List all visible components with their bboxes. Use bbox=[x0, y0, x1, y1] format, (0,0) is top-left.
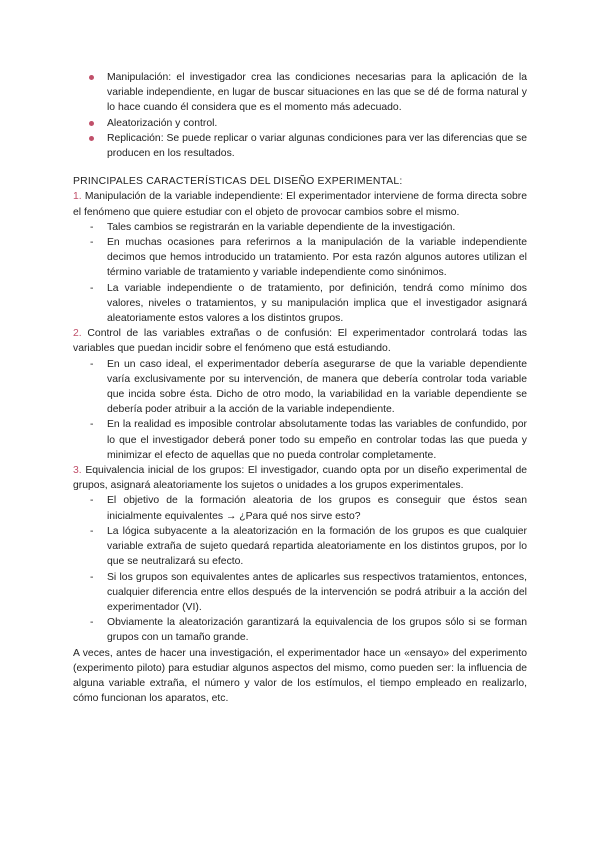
sub-item: - En un caso ideal, el experimentador debería asegurarse de que la variable dependiente varía exclusivamente por su intervención, de manera que debería controlar toda variable que incida sobre ésta. Dicho de otro modo, la variabilidad en la variable dependiente se debería poder atribuir a la acción de la variable independiente. bbox=[90, 358, 527, 416]
bullet-icon bbox=[89, 121, 94, 126]
dash-icon: - bbox=[90, 419, 94, 431]
sub-list bbox=[73, 220, 527, 326]
dash-icon: - bbox=[90, 525, 94, 537]
list-item: Replicación: Se puede replicar o variar algunas condiciones para ver las diferencias que se producen en los resultados. bbox=[73, 131, 527, 161]
sub-item: - Si los grupos son equivalentes antes de aplicarles sus respectivos tratamientos, entonces, cualquier diferencia entre ellos después de la intervención se podrá atribuir a la acción del experimentador (VI). bbox=[90, 571, 527, 613]
dash-icon: - bbox=[90, 282, 94, 294]
bullet-icon bbox=[89, 136, 94, 141]
numbered-item bbox=[73, 463, 527, 493]
sub-item: - En la realidad es imposible controlar absolutamente todas las variables de confundido, por lo que el investigador deberá poner todo su empeño en controlar todas las que pueda y minimizar el efecto de aquellas que no pueda controlar completamente. bbox=[90, 419, 527, 461]
numbered-item bbox=[73, 189, 527, 219]
item-text: Control de las variables extrañas o de confusión: El experimentador controlará todas las variables que puedan incidir sobre el fenómeno que está estudiando. bbox=[73, 328, 527, 355]
sub-item: - Obviamente la aleatorización garantizará la equivalencia de los grupos sólo si se forman grupos con un tamaño grande. bbox=[90, 617, 527, 644]
bullet-icon bbox=[89, 75, 94, 80]
sub-item: - La variable independiente o de tratamiento, por definición, tendrá como mínimo dos valores, niveles o tratamientos, y su manipulación implica que el investigador asignará aleatoriamente estos valores a los distintos grupos. bbox=[90, 282, 527, 325]
sub-item: - La lógica subyacente a la aleatorización en la formación de los grupos es que cualquier variable extraña de sujeto quedará repartida aleatoriamente en los distintos grupos, por lo que se neutralizará su efecto. bbox=[90, 525, 527, 568]
sub-list bbox=[73, 357, 527, 463]
item-number: 2. bbox=[73, 328, 82, 340]
list-item: Aleatorización y control. bbox=[73, 116, 527, 131]
closing-paragraph: A veces, antes de hacer una investigación, el experimentador hace un «ensayo» del experimento (experimento piloto) para estudiar algunos aspectos del mismo, como pueden ser: la influencia de alguna variable extraña, el número y valor de los estímulos, el tiempo empleado en realizarlo, cómo funcionan los aparatos, etc. bbox=[73, 647, 527, 705]
item-number: 1. bbox=[73, 191, 82, 203]
dash-icon: - bbox=[90, 358, 94, 370]
sub-item: - En muchas ocasiones para referirnos a la manipulación de la variable independiente decimos que hemos introducido un tratamiento. Por esta razón algunos autores utilizan el término variable de tratamiento y variable independiente como sinónimos. bbox=[90, 237, 527, 279]
dash-icon: - bbox=[90, 237, 94, 249]
sub-list bbox=[73, 493, 527, 645]
design-features-list bbox=[73, 70, 527, 161]
dash-icon: - bbox=[90, 617, 94, 629]
item-text: Equivalencia inicial de los grupos: El investigador, cuando opta por un diseño experimental de grupos, asignará aleatoriamente los sujetos o unidades a los grupos experimentales. bbox=[73, 465, 527, 492]
document-body bbox=[73, 70, 527, 706]
sub-item: - El objetivo de la formación aleatoria de los grupos es conseguir que éstos sean inicialmente equivalentes → ¿Para qué nos sirve esto? bbox=[90, 495, 527, 522]
dash-icon: - bbox=[90, 571, 94, 583]
list-item: Manipulación: el investigador crea las condiciones necesarias para la aplicación de la variable independiente, en lugar de buscar situaciones en las que se dé de forma natural y lo hace cuando él considera que es el momento más adecuado. bbox=[73, 70, 527, 116]
section-title: PRINCIPALES CARACTERÍSTICAS DEL DISEÑO EXPERIMENTAL: bbox=[73, 176, 403, 188]
dash-icon: - bbox=[90, 221, 94, 233]
dash-icon: - bbox=[90, 495, 94, 507]
sub-item: - Tales cambios se registrarán en la variable dependiente de la investigación. bbox=[73, 220, 527, 235]
item-text: Manipulación de la variable independiente: El experimentador interviene de forma directa sobre el fenómeno que quiere estudiar con el objeto de provocar cambios sobre el mismo. bbox=[73, 191, 528, 218]
item-number: 3. bbox=[73, 465, 82, 477]
numbered-item bbox=[73, 326, 527, 356]
